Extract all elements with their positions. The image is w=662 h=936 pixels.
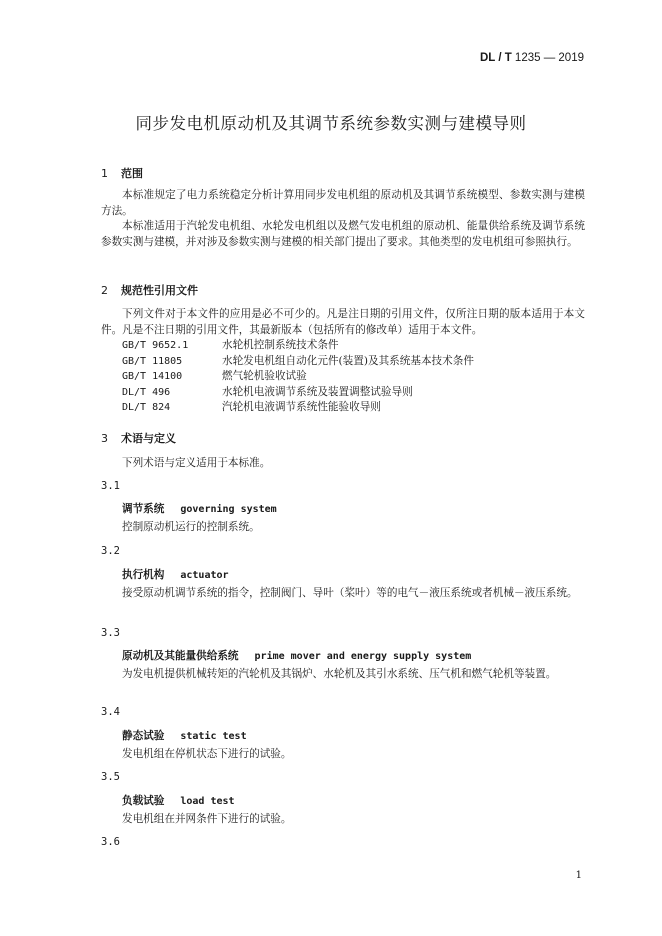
scope-paragraph: 本标准规定了电力系统稳定分析计算用同步发电机组的原动机及其调节系统模型、参数实测与建模方法。 — [101, 189, 585, 217]
section-heading-terms: 3 术语与定义 — [101, 432, 176, 445]
section-heading-scope: 1 范围 — [101, 167, 143, 180]
term-number: 3.3 — [101, 627, 120, 639]
term-definition: 发电机组在停机状态下进行的试验。 — [122, 748, 292, 760]
reference-item: GB/T 14100 燃气轮机验收试验 — [122, 370, 307, 382]
term-definition: 接受原动机调节系统的指令，控制阀门、导叶（桨叶）等的电气－液压系统或者机械－液压系统。 — [122, 587, 578, 599]
reference-item: GB/T 9652.1 水轮机控制系统技术条件 — [122, 339, 339, 351]
page-number: 1 — [575, 870, 582, 881]
term-heading: 静态试验 static test — [122, 730, 247, 742]
term-heading: 负载试验 load test — [122, 795, 235, 807]
term-heading: 调节系统 governing system — [122, 503, 277, 515]
term-definition: 为发电机提供机械转矩的汽轮机及其锅炉、水轮机及其引水系统、压气机和燃气轮机等装置。 — [122, 668, 557, 680]
term-heading: 原动机及其能量供给系统 prime mover and energy supply system — [122, 650, 472, 662]
term-definition: 发电机组在并网条件下进行的试验。 — [122, 813, 292, 825]
reference-item: DL/T 824 汽轮机电液调节系统性能验收导则 — [122, 401, 381, 413]
section-heading-normative-references: 2 规范性引用文件 — [101, 284, 198, 297]
term-number: 3.1 — [101, 480, 120, 492]
term-number: 3.5 — [101, 771, 120, 783]
term-heading: 执行机构 actuator — [122, 569, 229, 581]
reference-list — [122, 338, 474, 416]
terms-intro: 下列术语与定义适用于本标准。 — [122, 457, 271, 469]
term-number: 3.6 — [101, 836, 120, 848]
document-title: 同步发电机原动机及其调节系统参数实测与建模导则 — [135, 114, 527, 133]
term-definition: 控制原动机运行的控制系统。 — [122, 521, 260, 533]
reference-item: DL/T 496 水轮机电液调节系统及装置调整试验导则 — [122, 385, 413, 398]
document-code: DL / T 1235 — 2019 — [480, 52, 584, 64]
scope-paragraph: 本标准适用于汽轮发电机组、水轮发电机组以及燃气发电机组的原动机、能量供给系统及调节系统参数实测与建模，并对涉及参数实测与建模的相关部门提出了要求。其他类型的发电机组可参照执行。 — [101, 220, 585, 248]
term-number: 3.4 — [101, 706, 120, 718]
term-number: 3.2 — [101, 545, 120, 557]
reference-item: GB/T 11805 水轮发电机组自动化元件(装置)及其系统基本技术条件 — [122, 354, 474, 367]
references-intro: 下列文件对于本文件的应用是必不可少的。凡是注日期的引用文件，仅所注日期的版本适用于本文件。凡是不注日期的引用文件，其最新版本（包括所有的修改单）适用于本文件。 — [101, 308, 585, 336]
